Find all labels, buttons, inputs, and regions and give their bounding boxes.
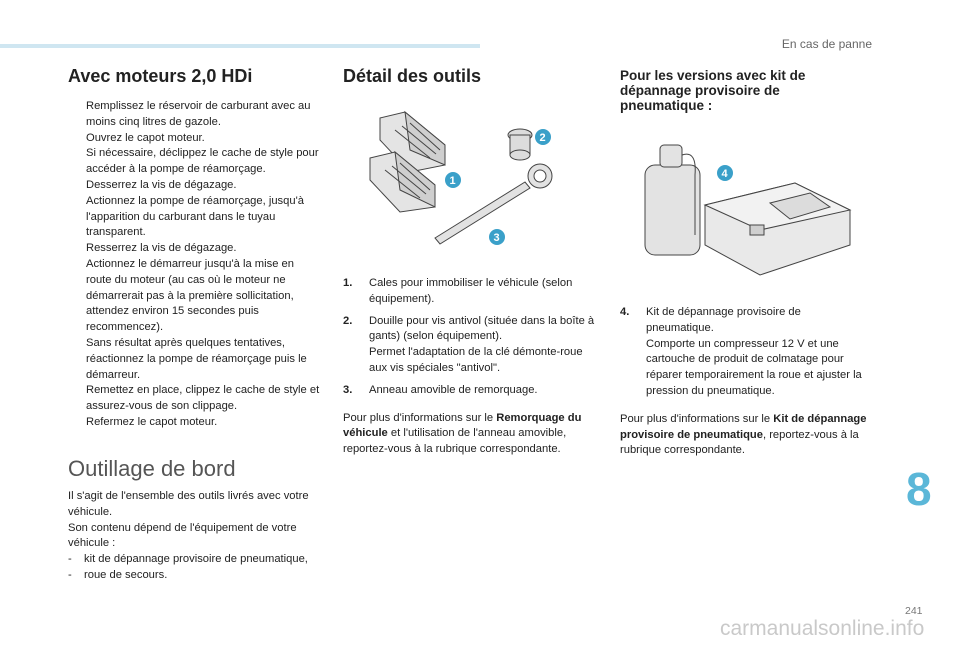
list-item: 3. Anneau amovible de remorquage. [343, 383, 538, 396]
list-item: 4. Kit de dépannage provisoire de pneumatique. Comporte un compresseur 12 V et une cartouche de produit de colmatage pour réparer temporairement la roue et ajuster la pression du pneumatique. [620, 306, 862, 397]
section-title: En cas de panne [781, 37, 872, 51]
list-item: Actionnez le démarreur jusqu'à la mise en route du moteur (au cas où le moteur ne démarrerait pas à la première sollicitation, attendez environ 15 secondes puis recommencez). [86, 257, 294, 334]
svg-text:3: 3 [493, 232, 500, 244]
kit-numbered-list [620, 305, 870, 400]
tools-list [68, 552, 320, 584]
svg-text:2: 2 [539, 132, 546, 144]
list-item: Si nécessaire, déclippez le cache de style pour accéder à la pompe de réamorçage. [86, 147, 319, 176]
heading-engines-hdi: Avec moteurs 2,0 HDi [68, 66, 253, 86]
repair-kit-description [620, 305, 870, 459]
svg-text:1: 1 [449, 175, 456, 187]
badge-4 [717, 165, 733, 181]
svg-text:4: 4 [721, 168, 728, 180]
compressor-icon [705, 183, 850, 275]
repair-kit-illustration [635, 135, 855, 285]
antitheft-socket-icon [508, 129, 532, 160]
heading-repair-kit: Pour les versions avec kit de dépannage provisoire de pneumatique : [620, 68, 806, 113]
list-item: Refermez le capot moteur. [86, 415, 218, 428]
list-item: Sans résultat après quelques tentatives, réactionnez la pompe de réamorçage puis le démarreur. [86, 336, 307, 381]
wheel-chock-icon [370, 112, 445, 212]
tools-intro-1: Il s'agit de l'ensemble des outils livrés avec votre véhicule. [68, 490, 309, 518]
list-item: Resserrez la vis de dégazage. [86, 242, 237, 255]
top-accent-bar [0, 44, 480, 48]
tools-intro [68, 489, 320, 584]
list-item: Actionnez la pompe de réamorçage, jusqu'à l'apparition du carburant dans le tuyau transparent. [86, 194, 304, 239]
tools-illustration [350, 110, 560, 250]
watermark: carmanualsonline.info [720, 617, 925, 640]
badge-2 [535, 129, 551, 145]
page-number: 241 [905, 605, 923, 617]
heading-onboard-tools: Outillage de bord [68, 456, 236, 481]
list-item: - kit de dépannage provisoire de pneumatique, [68, 553, 308, 566]
list-item: Remplissez le réservoir de carburant avec au moins cinq litres de gazole. [86, 100, 311, 128]
badge-1 [445, 172, 461, 188]
bullet-list [68, 99, 320, 431]
tools-description [343, 276, 595, 458]
list-item: Ouvrez le capot moteur. [86, 131, 205, 144]
list-item: Remettez en place, clippez le cache de style et assurez-vous de son clippage. [86, 384, 320, 413]
chapter-number: 8 [906, 463, 932, 515]
list-item: 2. Douille pour vis antivol (située dans la boîte à gants) (selon équipement). Permet l'adaptation de la clé démonte-roue aux vis spéciales "antivol". [343, 314, 595, 374]
reprime-steps [68, 99, 320, 431]
sealant-cartridge-icon [645, 145, 700, 255]
badge-3 [489, 229, 505, 245]
tools-intro-2: Son contenu dépend de l'équipement de votre véhicule : [68, 521, 297, 550]
tools-numbered-list [343, 276, 595, 399]
repair-kit-info: Pour plus d'informations sur le Kit de dépannage provisoire de pneumatique, reportez-vous à la rubrique correspondante. [620, 412, 867, 457]
towing-info: Pour plus d'informations sur le Remorquage du véhicule et l'utilisation de l'anneau amovible, reportez-vous à la rubrique correspondante. [343, 411, 582, 456]
list-item: - roue de secours. [68, 568, 168, 581]
heading-tools-detail: Détail des outils [343, 66, 482, 86]
list-item: Desserrez la vis de dégazage. [86, 178, 237, 191]
list-item: 1. Cales pour immobiliser le véhicule (selon équipement). [343, 277, 573, 305]
